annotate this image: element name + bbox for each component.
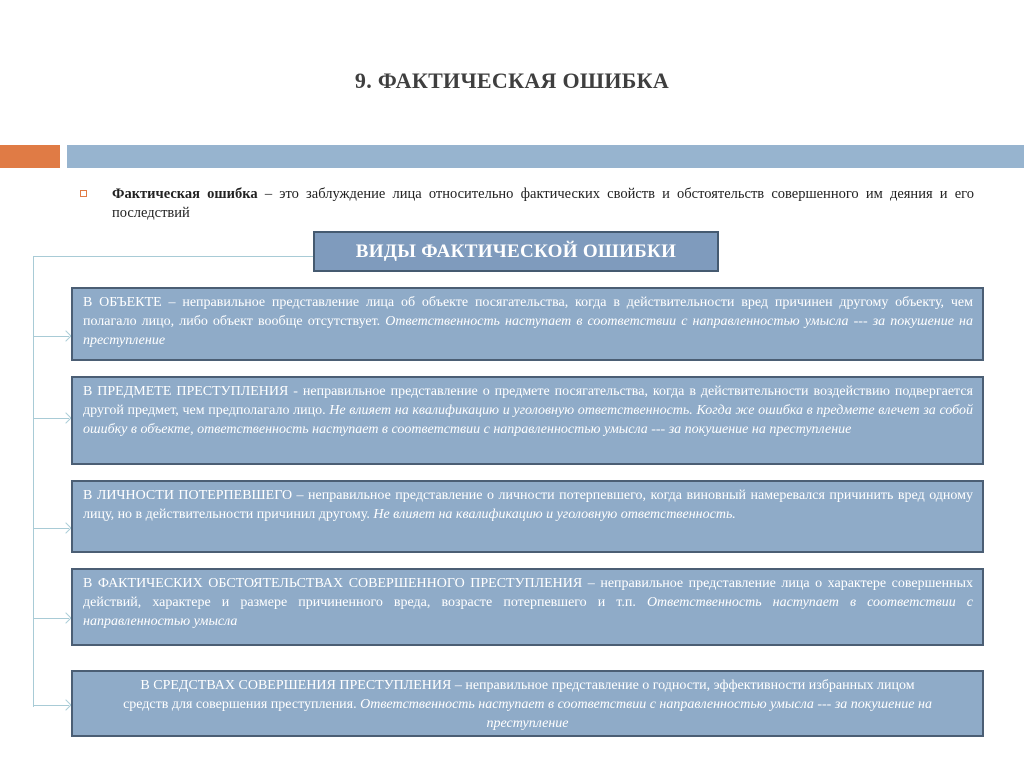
definition-text: – это заблуждение лица относительно фактических свойств и обстоятельств совершенного им деяния и его последствий (112, 186, 974, 221)
accent-bar-orange (0, 145, 60, 168)
arrow-icon (33, 418, 69, 419)
slide-title: 9. ФАКТИЧЕСКАЯ ОШИБКА (354, 68, 670, 93)
box-text: В ОБЪЕКТЕ – неправильное представление лица об объекте посягательства, когда в действительности вред причинен другому объекту, чем полагало лицо, либо объект вообще отсутствует. (83, 295, 973, 329)
error-type-box (71, 480, 984, 553)
definition-paragraph (112, 185, 974, 223)
box-text: В СРЕДСТВАХ СОВЕРШЕНИЯ ПРЕСТУПЛЕНИЯ – неправильное представление о годности, эффективности избранных лицом средств для совершения преступления. (123, 678, 915, 712)
definition-term: Фактическая ошибка (112, 186, 258, 202)
error-type-box (71, 670, 984, 737)
arrow-icon (33, 705, 69, 706)
box-italic-text: Ответственность наступает в соответствии с направленностью умысла --- за покушение на преступление (360, 697, 932, 731)
box-text: В ЛИЧНОСТИ ПОТЕРПЕВШЕГО – неправильное представление о личности потерпевшего, когда виновный намеревался причинить вред одному лицу, но в действительности причинил другому. (83, 488, 973, 522)
box-italic-text: Не влияет на квалификацию и уголовную ответственность. Когда же ошибка в предмете влечет за собой ошибку в объекте, ответственность наступает в соответствии с направленностью умысла --- за покушение на преступление (83, 403, 973, 437)
types-heading: ВИДЫ ФАКТИЧЕСКОЙ ОШИБКИ (313, 231, 719, 272)
error-type-box (71, 287, 984, 361)
bullet-square-icon (80, 190, 87, 197)
accent-bar-blue (67, 145, 1024, 168)
box-text: В ФАКТИЧЕСКИХ ОБСТОЯТЕЛЬСТВАХ СОВЕРШЕННОГО ПРЕСТУПЛЕНИЯ – неправильное представление лица о характере совершенных действий, характере и размере причиненного вреда, возрасте потерпевшего и т.п. (83, 576, 973, 610)
arrow-icon (33, 618, 69, 619)
error-type-box (71, 376, 984, 465)
error-type-box (71, 568, 984, 646)
arrow-icon (33, 528, 69, 529)
box-italic-text: Не влияет на квалификацию и уголовную ответственность. (373, 507, 736, 522)
box-text: В ПРЕДМЕТЕ ПРЕСТУПЛЕНИЯ - неправильное представление о предмете посягательства, когда в действительности воздействию подвергается другой предмет, чем предполагало лицо. (83, 384, 973, 418)
box-italic-text: Ответственность наступает в соответствии с направленностью умысла (83, 595, 973, 629)
arrow-icon (33, 336, 69, 337)
box-italic-text: Ответственность наступает в соответствии с направленностью умысла --- за покушение на преступление (83, 314, 974, 348)
